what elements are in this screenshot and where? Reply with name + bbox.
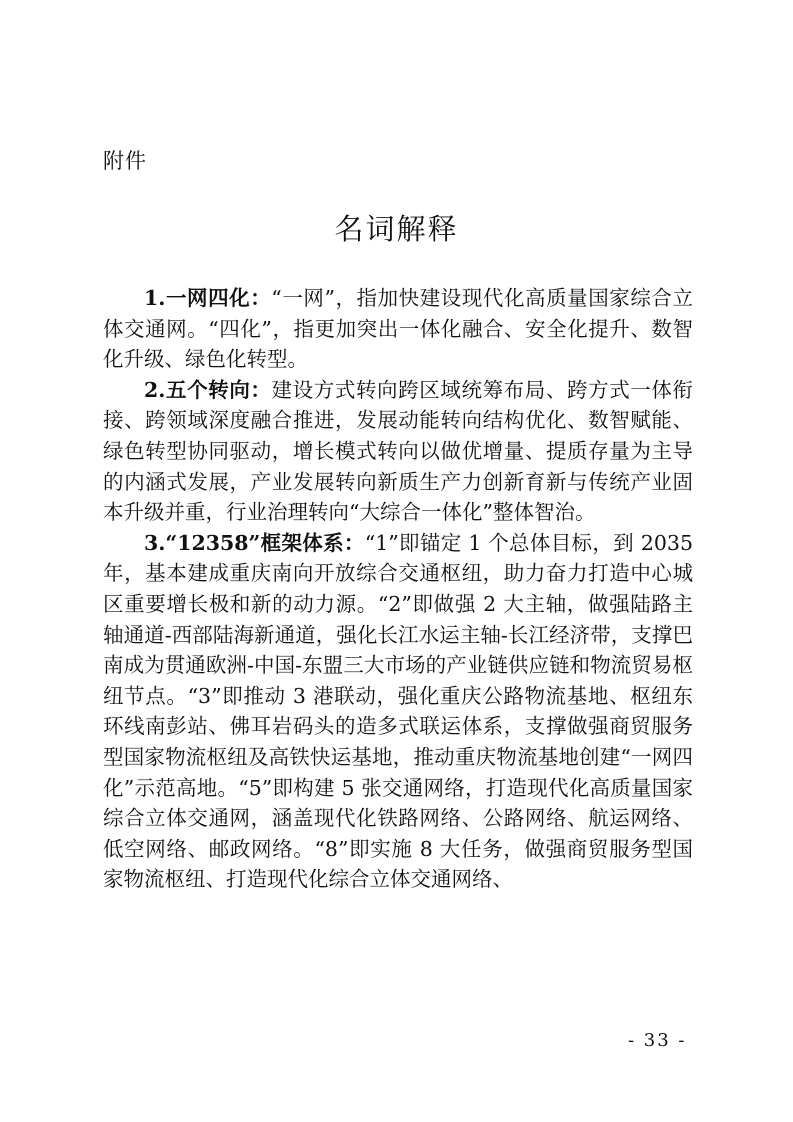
definition-one-network: “一网”，指加快建设现代化高质量国家综合立体交通网。“四化”，指更加突出一体化融合、安全化提升、数智化升级、绿色化转型。: [103, 286, 693, 372]
page-title: 名词解释: [334, 212, 459, 246]
paragraph-framework: [103, 528, 693, 895]
term-five-shifts: 2.五个转向：: [144, 377, 272, 402]
document-body: [103, 283, 693, 895]
attachment-label: 附件: [103, 149, 147, 173]
term-framework: 3.“12358”框架体系：: [144, 530, 365, 555]
paragraph-one-network: [103, 283, 693, 375]
page-number: - 33 -: [628, 1030, 687, 1051]
term-one-network: 1.一网四化：: [144, 286, 272, 310]
paragraph-five-shifts: [103, 375, 693, 528]
definition-five-shifts: 建设方式转向跨区域统筹布局、跨方式一体衔接、跨领域深度融合推进，发展动能转向结构优化、数智赋能、绿色转型协同驱动，增长模式转向以做优增量、提质存量为主导的内涵式发展，产业发展转向新质生产力创新育新与传统产业固本升级并重，行业治理转向“大综合一体化”整体智治。: [103, 377, 694, 525]
definition-framework: “1”即锚定 1 个总体目标，到 2035 年，基本建成重庆南向开放综合交通枢纽，助力奋力打造中心城区重要增长极和新的动力源。“2”即做强 2 大主轴，做强陆路主轴通道-西部陆海新通道，强化长江水运主轴-长江经济带，支撑巴南成为贯通欧洲-中国-东盟三大市场的产业链供应链和物流贸易枢纽节点。“3”即推动 3 港联动，强化重庆公路物流基地、枢纽东环线南彭站、佛耳岩码头的造多式联运体系，支撑做强商贸服务型国家物流枢纽及高铁快运基地，推动重庆物流基地创建“一网四化”示范高地。“5”即构建 5 张交通网络，打造现代化高质量国家综合立体交通网，涵盖现代化铁路网络、公路网络、航运网络、低空网络、邮政网络。“8”即实施 8 大任务，做强商贸服务型国家物流枢纽、打造现代化综合立体交通网络、: [103, 530, 693, 892]
